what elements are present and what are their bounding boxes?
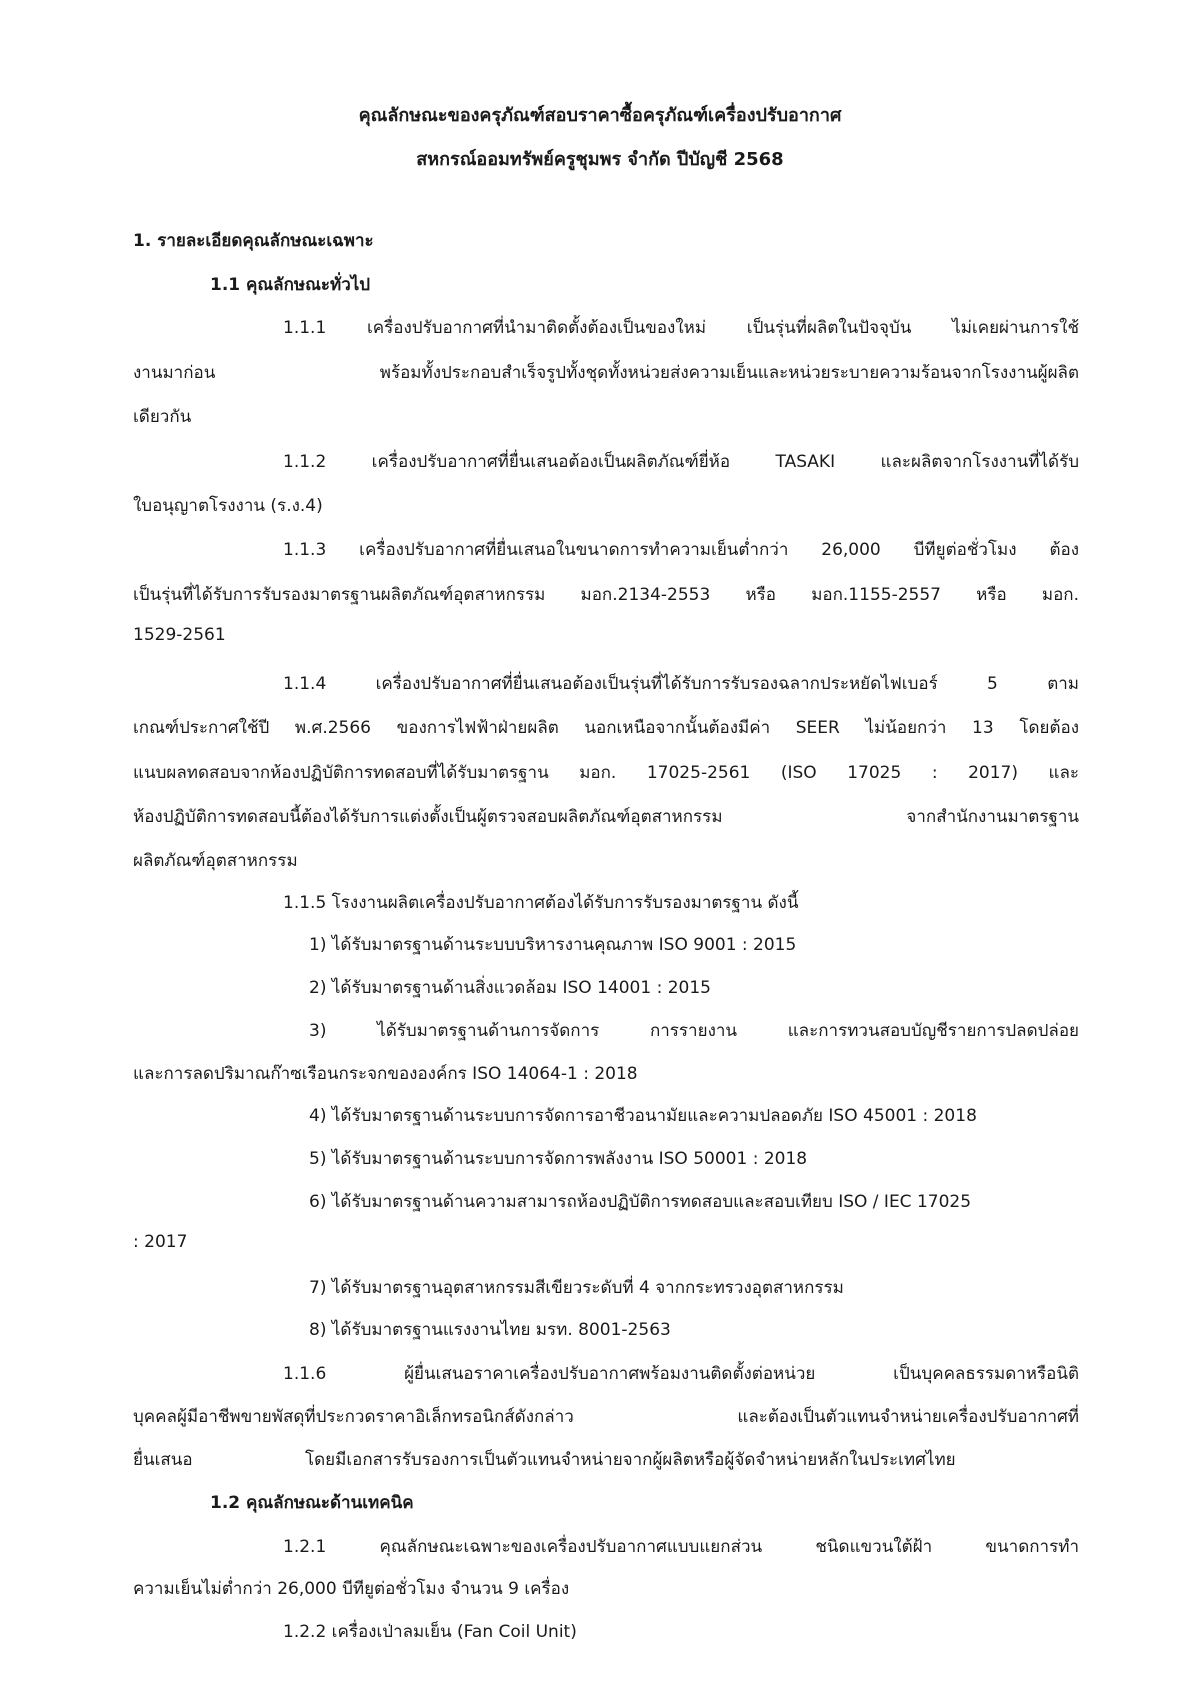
item-1-1-5-list-item: 4) ได้รับมาตรฐานด้านระบบการจัดการอาชีวอนามัยและความปลอดภัย ISO 45001 : 2018 — [309, 1106, 977, 1126]
item-1-1-3-line: เป็นรุ่นที่ได้รับการรับรองมาตรฐานผลิตภัณฑ์อุตสาหกรรม มอก.2134-2553 หรือ มอก.1155-2557 หรือ มอก. — [133, 585, 1079, 605]
item-1-1-4-line: แนบผลทดสอบจากห้องปฏิบัติการทดสอบที่ได้รับมาตรฐาน มอก. 17025-2561 (ISO 17025 : 2017) และ — [133, 763, 1079, 783]
item-1-1-4-line: ผลิตภัณฑ์อุตสาหกรรม — [133, 851, 298, 871]
item-1-2-1-line: 1.2.1 คุณลักษณะเฉพาะของเครื่องปรับอากาศแบบแยกส่วน ชนิดแขวนใต้ฝ้า ขนาดการทำ — [283, 1537, 1079, 1557]
item-1-2-2-line: 1.2.2 เครื่องเป่าลมเย็น (Fan Coil Unit) — [283, 1622, 577, 1642]
item-1-1-1-line: เดียวกัน — [133, 407, 192, 427]
item-1-1-6-line: บุคคลผู้มีอาชีพขายพัสดุที่ประกวดราคาอิเล็กทรอนิกส์ดังกล่าว และต้องเป็นตัวแทนจำหน่ายเครื่องปรับอากาศที่ — [133, 1407, 1079, 1427]
item-1-1-4-line: 1.1.4 เครื่องปรับอากาศที่ยื่นเสนอต้องเป็นรุ่นที่ได้รับการรับรองฉลากประหยัดไฟเบอร์ 5 ตาม — [283, 674, 1079, 694]
item-1-1-6-line: โดยมีเอกสารรับรองการเป็นตัวแทนจำหน่ายจากผู้ผลิตหรือผู้จัดจำหน่ายหลักในประเทศไทย — [305, 1450, 956, 1470]
document-subtitle: สหกรณ์ออมทรัพย์ครูชุมพร จำกัด ปีบัญชี 2568 — [416, 149, 784, 170]
item-1-1-5-list-item: 6) ได้รับมาตรฐานด้านความสามารถห้องปฏิบัติการทดสอบและสอบเทียบ ISO / IEC 17025 — [309, 1192, 972, 1212]
subsection-1-2-heading: 1.2 คุณลักษณะด้านเทคนิค — [210, 1493, 414, 1513]
item-1-1-5-list-item: 7) ได้รับมาตรฐานอุตสาหกรรมสีเขียวระดับที่ 4 จากกระทรวงอุตสาหกรรม — [309, 1278, 844, 1298]
item-1-1-6-line: 1.1.6 ผู้ยื่นเสนอราคาเครื่องปรับอากาศพร้อมงานติดตั้งต่อหน่วย เป็นบุคคลธรรมดาหรือนิติ — [283, 1364, 1079, 1384]
item-1-1-5-list-item: 2) ได้รับมาตรฐานด้านสิ่งแวดล้อม ISO 14001 : 2015 — [309, 978, 711, 998]
item-1-1-2-line: ใบอนุญาตโรงงาน (ร.ง.4) — [133, 496, 323, 516]
item-1-1-4-line: ห้องปฏิบัติการทดสอบนี้ต้องได้รับการแต่งตั้งเป็นผู้ตรวจสอบผลิตภัณฑ์อุตสาหกรรม จากสำนักงานมาตรฐาน — [133, 807, 1079, 827]
subsection-1-1-heading: 1.1 คุณลักษณะทั่วไป — [210, 275, 371, 295]
item-1-1-5-intro: 1.1.5 โรงงานผลิตเครื่องปรับอากาศต้องได้รับการรับรองมาตรฐาน ดังนี้ — [283, 893, 799, 913]
item-1-1-1-line: 1.1.1 เครื่องปรับอากาศที่นำมาติดตั้งต้องเป็นของใหม่ เป็นรุ่นที่ผลิตในปัจจุบัน ไม่เคยผ่านการใช้ — [283, 318, 1079, 338]
item-1-1-5-list-item: 3) ได้รับมาตรฐานด้านการจัดการ การรายงาน และการทวนสอบบัญชีรายการปลดปล่อย — [309, 1021, 1079, 1041]
item-1-1-3-line: 1.1.3 เครื่องปรับอากาศที่ยื่นเสนอในขนาดการทำความเย็นต่ำกว่า 26,000 บีทียูต่อชั่วโมง ต้อง — [283, 540, 1079, 560]
item-1-1-6-line: ยื่นเสนอ — [133, 1450, 193, 1470]
item-1-1-3-line: 1529-2561 — [133, 625, 226, 645]
item-1-1-4-line: เกณฑ์ประกาศใช้ปี พ.ศ.2566 ของการไฟฟ้าฝ่ายผลิต นอกเหนือจากนั้นต้องมีค่า SEER ไม่น้อยกว่า 13 โดยต้อง — [133, 718, 1079, 738]
item-1-1-2-line: 1.1.2 เครื่องปรับอากาศที่ยื่นเสนอต้องเป็นผลิตภัณฑ์ยี่ห้อ TASAKI และผลิตจากโรงงานที่ได้รับ — [283, 452, 1079, 472]
item-1-1-5-list-item: 1) ได้รับมาตรฐานด้านระบบบริหารงานคุณภาพ ISO 9001 : 2015 — [309, 935, 797, 955]
item-1-1-1-line: งานมาก่อน พร้อมทั้งประกอบสำเร็จรูปทั้งชุดทั้งหน่วยส่งความเย็นและหน่วยระบายความร้อนจากโรงงานผู้ผลิต — [133, 363, 1079, 383]
document-title: คุณลักษณะของครุภัณฑ์สอบราคาซื้อครุภัณฑ์เครื่องปรับอากาศ — [358, 105, 842, 126]
item-1-2-1-line: ความเย็นไม่ต่ำกว่า 26,000 บีทียูต่อชั่วโมง จำนวน 9 เครื่อง — [133, 1579, 570, 1599]
section-1-heading: 1. รายละเอียดคุณลักษณะเฉพาะ — [133, 231, 374, 251]
item-1-1-5-list-item: : 2017 — [133, 1232, 188, 1252]
item-1-1-5-list-item: 8) ได้รับมาตรฐานแรงงานไทย มรท. 8001-2563 — [309, 1320, 671, 1340]
item-1-1-5-list-item: 5) ได้รับมาตรฐานด้านระบบการจัดการพลังงาน ISO 50001 : 2018 — [309, 1149, 808, 1169]
item-1-1-5-list-item: และการลดปริมาณก๊าซเรือนกระจกขององค์กร ISO 14064-1 : 2018 — [133, 1064, 638, 1084]
